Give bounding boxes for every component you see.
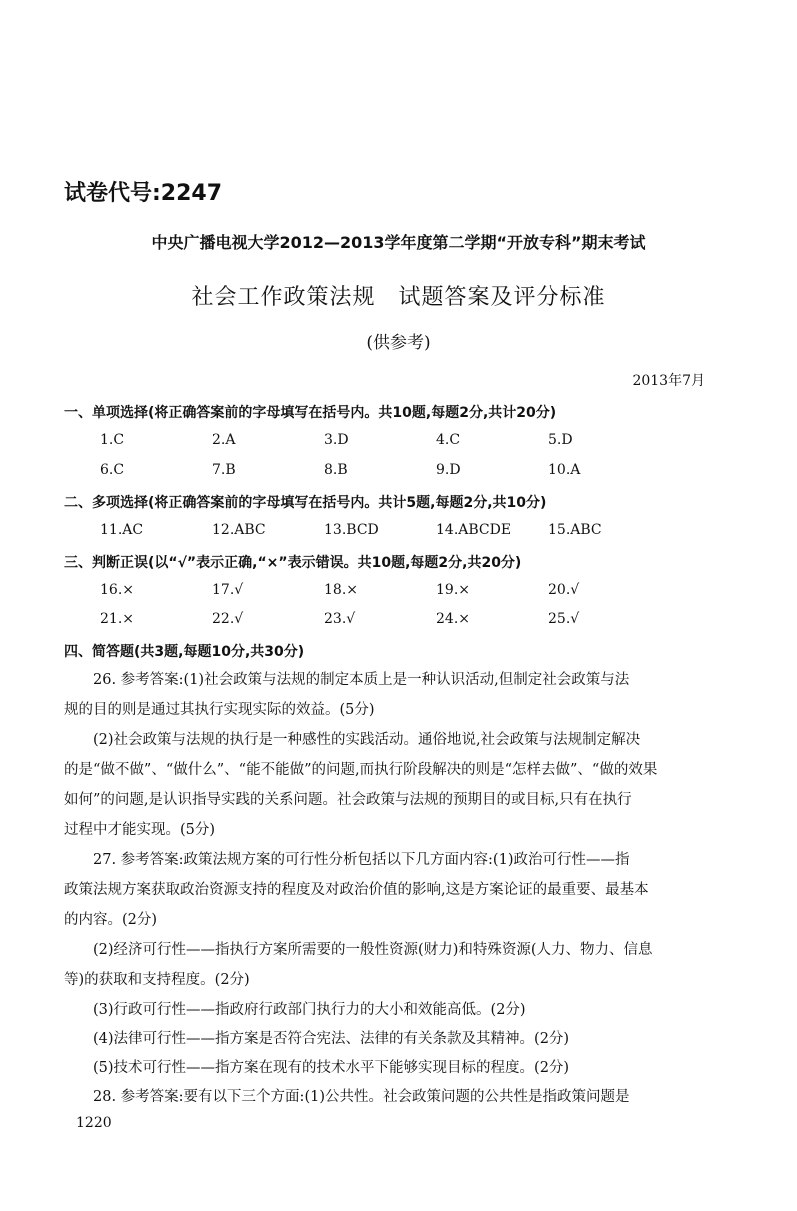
exam-date: 2013年7月 — [632, 373, 705, 389]
section-1-heading: 一、单项选择(将正确答案前的字母填写在括号内。共10题,每题2分,共计20分) — [64, 405, 557, 421]
answer-item: 1.C — [100, 432, 125, 448]
answer-item: 20.√ — [548, 582, 580, 598]
answer-item: 10.A — [548, 462, 581, 478]
text-line: 政策法规方案获取政治资源支持的程度及对政治价值的影响,这是方案论证的最重要、最基本 — [64, 882, 649, 898]
text-line: 等)的获取和支持程度。(2分) — [64, 972, 250, 988]
answer-item: 5.D — [548, 432, 573, 448]
text-line: (2)社会政策与法规的执行是一种感性的实践活动。通俗地说,社会政策与法规制定解决 — [64, 732, 641, 748]
answer-27-part-3 — [64, 995, 740, 1025]
answer-item: 7.B — [212, 462, 236, 478]
text-line: 的是“做不做”、“做什么”、“能不能做”的问题,而执行阶段解决的则是“怎样去做”、“做的效果 — [64, 762, 658, 778]
answer-26-part-1 — [64, 665, 740, 725]
answer-27-part-2 — [64, 935, 740, 995]
section-3-answers-row-2 — [100, 611, 660, 627]
text-line: (3)行政可行性——指政府行政部门执行力的大小和效能高低。(2分) — [64, 1002, 526, 1018]
answer-item: 25.√ — [548, 611, 580, 627]
answer-item: 14.ABCDE — [436, 522, 512, 538]
answer-27-part-1 — [64, 845, 740, 935]
answer-item: 15.ABC — [548, 522, 602, 538]
answer-item: 17.√ — [212, 582, 244, 598]
section-1-answers-row-1 — [100, 432, 660, 448]
text-line: 如何”的问题,是认识指导实践的关系问题。社会政策与法规的预期目的或目标,只有在执行 — [64, 792, 632, 808]
text-line: (4)法律可行性——指方案是否符合宪法、法律的有关条款及其精神。(2分) — [64, 1031, 570, 1047]
answer-26-part-2 — [64, 725, 740, 845]
section-1-answers-row-2 — [100, 462, 660, 478]
answer-item: 23.√ — [324, 611, 356, 627]
answer-item: 3.D — [324, 432, 349, 448]
text-line: 过程中才能实现。(5分) — [64, 822, 216, 838]
answer-item: 6.C — [100, 462, 125, 478]
answer-item: 11.AC — [100, 522, 144, 538]
answer-item: 13.BCD — [324, 522, 379, 538]
section-3-answers-row-1 — [100, 582, 660, 598]
answer-item: 19.× — [436, 582, 470, 598]
page-number: 1220 — [76, 1115, 112, 1131]
answer-item: 21.× — [100, 611, 134, 627]
answer-item: 16.× — [100, 582, 134, 598]
text-line: 规的目的则是通过其执行实现实际的效益。(5分) — [64, 702, 375, 718]
text-line: 28. 参考答案:要有以下三个方面:(1)公共性。社会政策问题的公共性是指政策问题是 — [64, 1089, 630, 1105]
section-4-heading: 四、简答题(共3题,每题10分,共30分) — [64, 644, 305, 660]
answer-27-part-5 — [64, 1053, 740, 1083]
section-3-heading: 三、判断正误(以“√”表示正确,“×”表示错误。共10题,每题2分,共20分) — [64, 555, 522, 571]
answer-item: 24.× — [436, 611, 470, 627]
answer-item: 4.C — [436, 432, 461, 448]
exam-header: 中央广播电视大学2012—2013学年度第二学期“开放专科”期末考试 — [151, 233, 646, 252]
exam-code: 试卷代号:2247 — [64, 181, 223, 206]
text-line: (5)技术可行性——指方案在现有的技术水平下能够实现目标的程度。(2分) — [64, 1060, 570, 1076]
answer-item: 22.√ — [212, 611, 244, 627]
answer-item: 18.× — [324, 582, 358, 598]
answer-27-part-4 — [64, 1024, 740, 1054]
page-title: 社会工作政策法规 试题答案及评分标准 — [191, 285, 606, 310]
section-2-answers-row-1 — [100, 522, 660, 538]
answer-item: 2.A — [212, 432, 236, 448]
answer-28-part-1 — [64, 1082, 740, 1112]
text-line: 26. 参考答案:(1)社会政策与法规的制定本质上是一种认识活动,但制定社会政策与法 — [64, 672, 630, 688]
text-line: 27. 参考答案:政策法规方案的可行性分析包括以下几方面内容:(1)政治可行性——指 — [64, 852, 630, 868]
text-line: 的内容。(2分) — [64, 912, 158, 928]
page-subtitle: (供参考) — [366, 333, 431, 353]
text-line: (2)经济可行性——指执行方案所需要的一般性资源(财力)和特殊资源(人力、物力、信息 — [64, 942, 653, 958]
answer-item: 9.D — [436, 462, 461, 478]
answer-item: 12.ABC — [212, 522, 266, 538]
section-2-heading: 二、多项选择(将正确答案前的字母填写在括号内。共计5题,每题2分,共10分) — [64, 495, 547, 511]
answer-item: 8.B — [324, 462, 348, 478]
